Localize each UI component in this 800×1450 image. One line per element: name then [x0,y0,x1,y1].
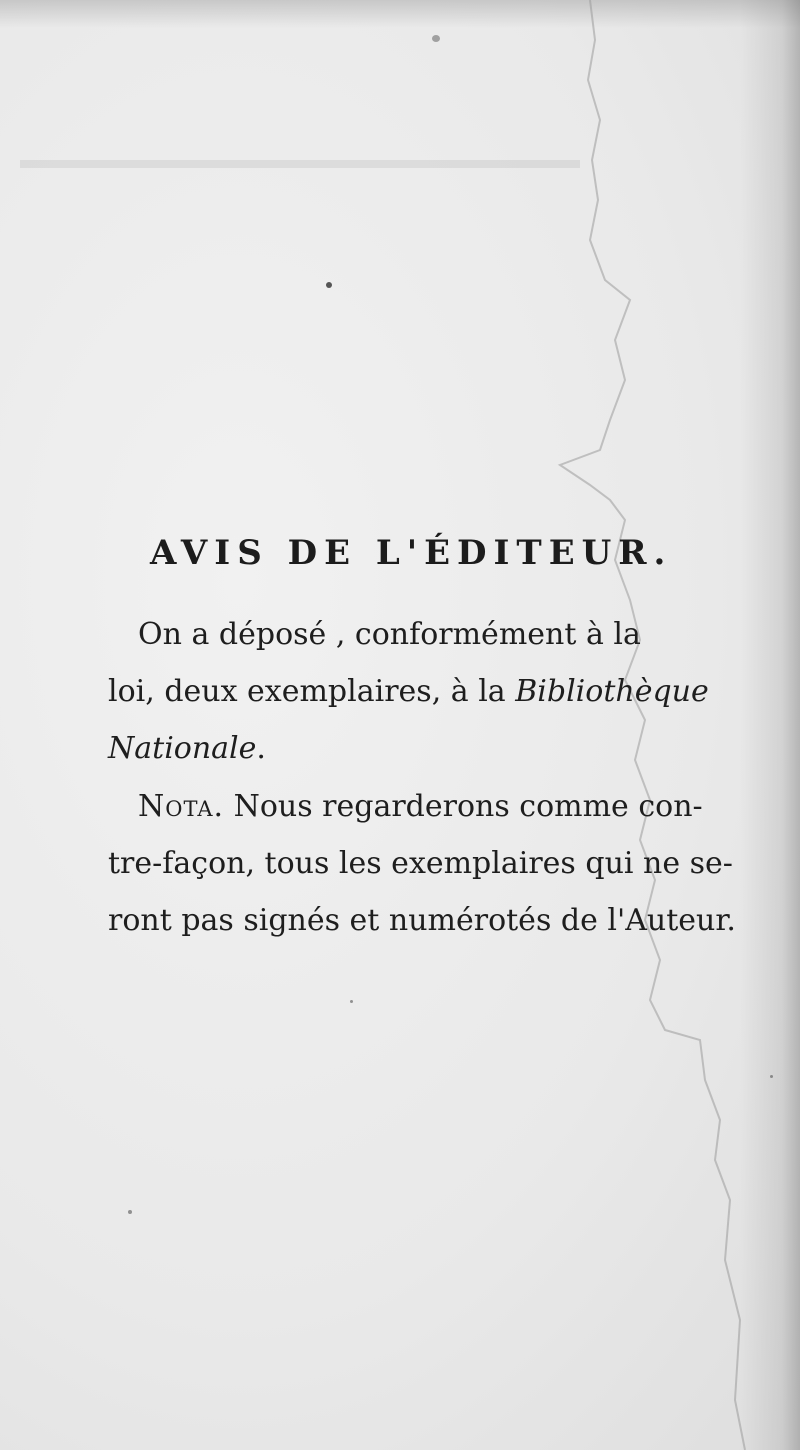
paragraph2-line2: tre-façon, tous les exemplaires qui ne se- [108,846,733,881]
ink-speck [326,282,332,288]
paragraph-deposit-notice [108,606,748,777]
right-edge-shadow [740,0,800,1450]
nationale-italic: Nationale [108,731,257,766]
word: à [585,617,604,652]
paragraph1-line2 [108,663,748,720]
nota-label: Nota. [138,789,225,824]
word: On [138,617,182,652]
line2-text: loi, deux exemplaires, à la [108,674,506,709]
ink-speck [128,1210,132,1214]
paragraph2-line1 [108,778,748,835]
paragraph1-line3 [108,720,748,777]
ink-speck [432,35,440,42]
word: déposé [218,617,327,652]
paragraph1-line1 [108,606,750,663]
word: , [335,617,346,652]
nota-line1-text: Nous regarderons comme con- [233,789,703,824]
word: la [613,617,641,652]
word: conformément [354,617,577,652]
paragraph2-line3: ront pas signés et numérotés de l'Auteur. [108,903,736,938]
line3-period: . [256,731,266,766]
word: a [191,617,210,652]
ink-speck [770,1075,773,1078]
bibliotheque-italic: Bibliothèque [515,674,709,709]
page-heading: AVIS DE L'ÉDITEUR. [150,533,673,573]
ink-speck [350,1000,353,1003]
paragraph-nota [108,778,748,949]
